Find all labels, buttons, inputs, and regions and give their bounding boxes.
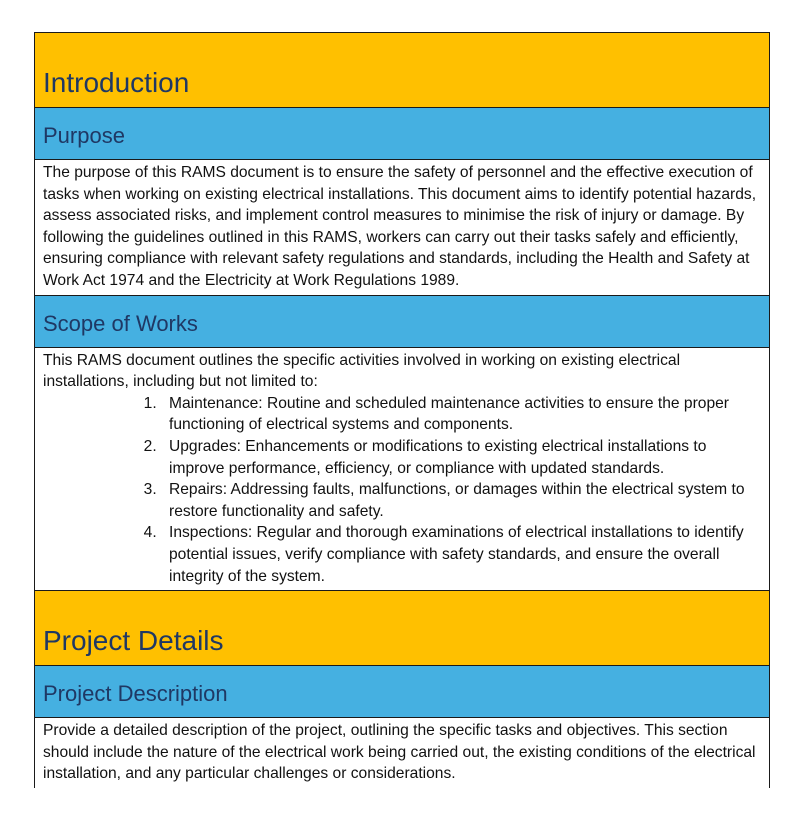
scope-of-works-list [43, 393, 761, 587]
purpose-body [35, 160, 769, 296]
subsection-heading-scope-of-works: Scope of Works [35, 296, 769, 348]
scope-item-upgrades: 2. Upgrades: Enhancements or modifications to existing electrical installations to improve performance, efficiency, or compliance with updated standards. [161, 436, 761, 479]
section-heading-project-details: Project Details [35, 591, 769, 666]
document-table [34, 32, 770, 788]
scope-item-maintenance: 1. Maintenance: Routine and scheduled maintenance activities to ensure the proper functioning of electrical systems and components. [161, 393, 761, 436]
section-heading-introduction: Introduction [35, 33, 769, 108]
scope-item-inspections: 4. Inspections: Regular and thorough examinations of electrical installations to identify potential issues, verify compliance with safety standards, and ensure the overall integrity of the system. [161, 522, 761, 587]
purpose-text: The purpose of this RAMS document is to ensure the safety of personnel and the effective execution of tasks when working on existing electrical installations. This document aims to identify potential hazards, assess associated risks, and implement control measures to minimise the risk of injury or damage. By following the guidelines outlined in this RAMS, workers can carry out their tasks safely and efficiently, ensuring compliance with relevant safety regulations and standards, including the Health and Safety at Work Act 1974 and the Electricity at Work Regulations 1989. [43, 164, 757, 289]
subsection-heading-purpose: Purpose [35, 108, 769, 160]
scope-of-works-intro: This RAMS document outlines the specific activities involved in working on existing electrical installations, including but not limited to: [43, 351, 681, 391]
scope-of-works-body [35, 348, 769, 592]
project-description-body [35, 718, 769, 788]
project-description-text: Provide a detailed description of the project, outlining the specific tasks and objectives. This section should include the nature of the electrical work being carried out, the existing conditions of the electrical installation, and any particular challenges or considerations. [43, 722, 756, 783]
subsection-heading-project-description: Project Description [35, 666, 769, 718]
scope-item-repairs: 3. Repairs: Addressing faults, malfunctions, or damages within the electrical system to restore functionality and safety. [161, 479, 761, 522]
